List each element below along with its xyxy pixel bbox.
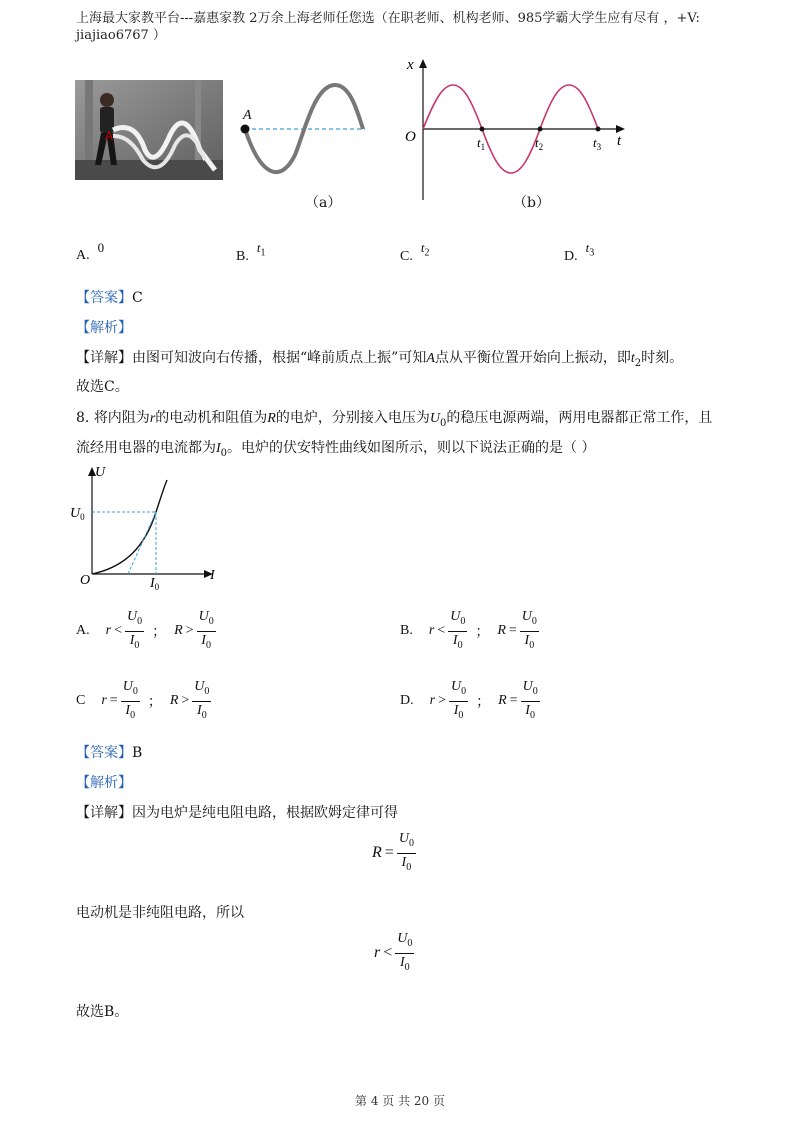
option-R-op: =	[508, 623, 517, 639]
q8-detail	[76, 803, 398, 823]
q8-text: 的电动机和阻值为	[155, 410, 268, 426]
eq-lhs: R	[372, 844, 382, 862]
frac-den: I	[524, 632, 530, 648]
q8-option-a[interactable]	[76, 608, 216, 655]
frac-num-sub: 0	[460, 615, 466, 627]
q8-text: 。电炉的伏安特性曲线如图所示，则以下说法正确的是（ ）	[227, 440, 596, 456]
option-fraction	[121, 678, 140, 725]
frac-num: U	[194, 679, 205, 694]
answer-value: B	[132, 745, 143, 761]
q8-sub: 0	[220, 447, 228, 459]
photo-label-a: A	[105, 129, 114, 143]
option-label: B.	[236, 249, 249, 265]
option-var-R: R	[174, 623, 183, 639]
q7-detail	[76, 348, 683, 374]
svg-text:I: I	[210, 568, 215, 583]
frac-num-sub: 0	[132, 685, 138, 697]
option-label: A.	[76, 623, 90, 639]
option-value: 0	[97, 240, 105, 255]
frac-num: U	[397, 931, 408, 946]
frac-den-sub: 0	[406, 861, 412, 873]
option-var-R: R	[169, 693, 179, 709]
option-semicolon: ；	[476, 694, 491, 711]
detail-t-var: t	[630, 351, 635, 366]
point-a-label: A	[243, 108, 252, 123]
q8-sub: 0	[439, 417, 447, 429]
q8-option-d[interactable]	[400, 678, 540, 725]
option-r-op: >	[438, 693, 446, 709]
option-value: t	[256, 240, 261, 255]
q8-text: 的稳压电源两端，两用电器都正常工作，且	[446, 410, 713, 426]
answer-value: C	[132, 290, 143, 306]
q7-analysis-tag: 【解析】	[76, 320, 132, 336]
option-R-op: =	[509, 693, 518, 709]
frac-den-sub: 0	[130, 709, 136, 721]
eq-op: =	[384, 844, 394, 862]
frac-num: U	[450, 679, 462, 694]
option-fraction	[197, 608, 216, 655]
q7-option-d[interactable]	[564, 240, 595, 267]
eq-fraction	[397, 830, 416, 877]
svg-text:t2: $t_2$	[535, 135, 544, 152]
option-label: B.	[400, 623, 413, 639]
frac-den: I	[125, 702, 131, 718]
q7-option-c[interactable]	[400, 240, 430, 267]
frac-den: I	[129, 632, 135, 648]
svg-text:x: x	[407, 57, 414, 73]
q8-var-I: I	[216, 441, 221, 456]
equation-motor	[374, 930, 414, 977]
detail-tag: 【详解】	[76, 350, 132, 366]
option-r-op: <	[437, 623, 446, 639]
option-label: C.	[400, 249, 413, 265]
frac-num: U	[450, 609, 461, 624]
frac-den: I	[197, 702, 202, 718]
q7-option-b[interactable]	[236, 240, 266, 267]
option-sub: 3	[589, 247, 595, 259]
frac-den-sub: 0	[458, 709, 464, 721]
answer-tag: 【答案】	[76, 290, 132, 306]
q8-line-1	[76, 408, 736, 434]
svg-text:t: t	[617, 133, 622, 149]
option-semicolon: ；	[152, 624, 167, 641]
detail-text-2: 点从平衡位置开始向上振动，即	[434, 350, 631, 366]
q8-text: 将内阻为	[93, 410, 150, 426]
option-fraction	[192, 678, 211, 725]
frac-den: I	[525, 702, 530, 718]
frac-num-sub: 0	[532, 685, 538, 697]
header-line-1: 上海最大家教平台---嘉惠家教 2万余上海老师任您选（在职老师、机构老师、985学霸大学生应有尽有 ，+V:	[76, 11, 700, 26]
frac-den: I	[201, 632, 206, 648]
option-var-R: R	[498, 693, 507, 709]
option-label: C	[76, 693, 86, 709]
option-fraction	[520, 608, 539, 655]
frac-num: U	[198, 609, 209, 624]
frac-num-sub: 0	[204, 685, 210, 697]
svg-text:O: O	[80, 573, 91, 588]
detail-tag: 【详解】	[76, 805, 132, 821]
svg-text:O: O	[405, 129, 416, 145]
eq-op: <	[383, 944, 393, 962]
option-fraction	[448, 608, 467, 655]
frac-num: U	[122, 679, 133, 694]
option-r-op: <	[114, 623, 122, 639]
rope-wave-diagram	[235, 75, 375, 180]
xt-graph	[395, 55, 630, 205]
svg-text:I0: $I_0$	[150, 576, 160, 592]
q7-option-a[interactable]	[76, 240, 105, 264]
option-fraction	[125, 608, 144, 655]
figure-a-caption: （a）	[305, 195, 342, 211]
frac-den-sub: 0	[457, 639, 463, 651]
frac-den: I	[452, 632, 458, 648]
detail-t-sub: 2	[634, 357, 642, 369]
option-var-R: R	[497, 623, 506, 639]
frac-num-sub: 0	[408, 837, 414, 849]
q8-var-R: R	[267, 411, 276, 426]
frac-num-sub: 0	[407, 937, 413, 949]
q8-text: 流经用电器的电流都为	[76, 440, 216, 456]
equation-r-ohm	[372, 830, 416, 877]
frac-den: I	[399, 954, 405, 970]
option-sub: 2	[424, 247, 430, 259]
option-sub: 1	[260, 247, 266, 259]
frac-num-sub: 0	[208, 615, 214, 627]
frac-den-sub: 0	[529, 639, 535, 651]
option-fraction	[521, 678, 540, 725]
frac-den: I	[453, 702, 459, 718]
option-fraction	[449, 678, 468, 725]
option-var-r: r	[101, 693, 107, 709]
frac-num: U	[126, 609, 138, 624]
option-label: A.	[76, 248, 90, 263]
frac-num: U	[521, 609, 532, 624]
option-semicolon: ；	[147, 694, 162, 711]
frac-num-sub: 0	[531, 615, 537, 627]
q8-conclusion: 故选B。	[76, 1004, 129, 1020]
option-label: D.	[400, 693, 414, 709]
q8-text: 的电炉，分别接入电压为	[275, 410, 430, 426]
frac-den-sub: 0	[134, 639, 140, 651]
ui-graph	[70, 462, 230, 592]
q8-text-2: 电动机是非纯阻电路，所以	[76, 905, 244, 921]
frac-num-sub: 0	[461, 685, 467, 697]
option-semicolon: ；	[475, 624, 490, 641]
q8-analysis-tag: 【解析】	[76, 775, 132, 791]
option-label: D.	[564, 249, 578, 265]
frac-den: I	[401, 854, 407, 870]
svg-text:U0: $U_0$	[70, 506, 85, 522]
option-var-r: r	[105, 623, 112, 639]
answer-tag: 【答案】	[76, 745, 132, 761]
option-value: t	[420, 240, 425, 255]
q7-conclusion: 故选C。	[76, 379, 129, 395]
detail-text-3: 时刻。	[641, 350, 684, 366]
eq-fraction	[395, 930, 414, 977]
svg-text:t1: $t_1$	[477, 135, 486, 152]
detail-text-1: 由图可知波向右传播，根据“峰前质点上振”可知	[132, 350, 427, 366]
svg-text:U: U	[95, 465, 106, 480]
battle-rope-photo	[75, 80, 223, 180]
detail-var: A	[426, 351, 435, 366]
option-value: t	[585, 240, 590, 255]
q8-number: 8.	[76, 410, 90, 426]
q8-var-U: U	[429, 411, 440, 426]
page-footer: 第 4 页 共 20 页	[355, 1094, 445, 1108]
frac-num: U	[522, 679, 533, 694]
detail-text: 因为电炉是纯电阻电路，根据欧姆定律可得	[132, 805, 398, 821]
frac-num: U	[398, 831, 409, 846]
q8-var-r: r	[149, 411, 156, 426]
eq-lhs: r	[374, 944, 381, 962]
figure-b-caption: （b）	[513, 195, 550, 211]
option-var-r: r	[429, 693, 436, 709]
q8-answer	[76, 743, 142, 763]
frac-den-sub: 0	[205, 639, 211, 651]
frac-num-sub: 0	[137, 615, 143, 627]
q8-option-b[interactable]	[400, 608, 539, 655]
option-R-op: >	[185, 623, 194, 639]
q8-line-2	[76, 438, 736, 464]
svg-text:t3: $t_3$	[593, 135, 602, 152]
frac-den-sub: 0	[201, 709, 207, 721]
q8-option-c[interactable]	[76, 678, 211, 725]
option-var-r: r	[428, 623, 435, 639]
q7-answer	[76, 288, 143, 308]
frac-den-sub: 0	[404, 961, 410, 973]
header-line-2: jiajiao6767 ）	[76, 28, 166, 43]
option-R-op: >	[181, 693, 190, 709]
option-r-op: =	[109, 693, 118, 709]
frac-den-sub: 0	[529, 709, 535, 721]
